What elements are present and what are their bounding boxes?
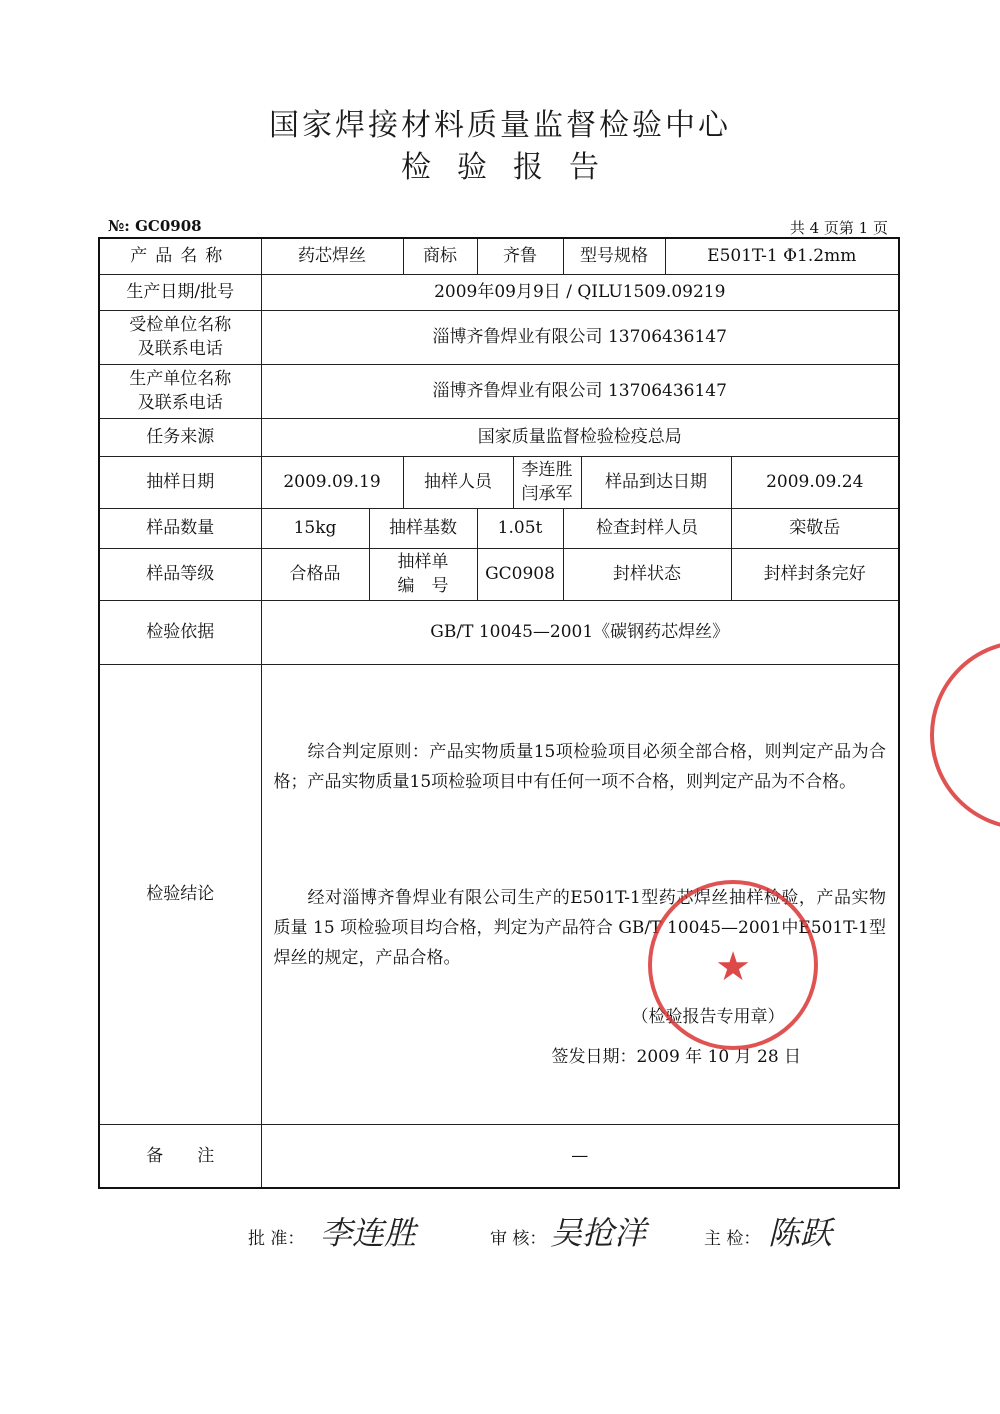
- producer-label: [99, 364, 261, 418]
- approve-handwritten-signature: 李连胜: [320, 1214, 417, 1252]
- chief-label: 主 检：: [704, 1229, 761, 1249]
- inspected-unit-label-line1: 受检单位名称: [129, 315, 232, 335]
- quantity-label: 样品数量: [99, 508, 261, 548]
- issue-date: 签发日期：2009 年 10 月 28 日: [551, 1046, 802, 1067]
- sampling-date-label: 抽样日期: [99, 456, 261, 508]
- edge-seal-stamp: [930, 640, 1000, 830]
- model-label: 型号规格: [563, 238, 665, 274]
- sampler-label: 抽样人员: [403, 456, 513, 508]
- inspected-unit-label-line2: 及联系电话: [137, 339, 223, 359]
- remarks-label: 备 注: [99, 1124, 261, 1188]
- prod-date-label: 生产日期/批号: [99, 274, 261, 310]
- trademark-label: 商标: [403, 238, 477, 274]
- sampling-date-value: 2009.09.19: [261, 456, 403, 508]
- report-number: [108, 217, 202, 235]
- review-signature: [490, 1214, 647, 1252]
- sample-no-label: [369, 548, 477, 600]
- report-table: [98, 237, 900, 1189]
- prod-date-value: 2009年09月9日 / QILU1509.09219: [261, 274, 899, 310]
- product-name-label: 产品名称: [99, 238, 261, 274]
- review-label: 审 核：: [490, 1229, 547, 1249]
- basis-label: 检验依据: [99, 600, 261, 664]
- report-number-value: GC0908: [135, 217, 202, 235]
- base-value: 1.05t: [477, 508, 563, 548]
- sealer-label: 检查封样人员: [563, 508, 731, 548]
- sampler-value: [513, 456, 581, 508]
- grade-label: 样品等级: [99, 548, 261, 600]
- document-subtitle: 检验报告: [401, 150, 625, 185]
- producer-label-line1: 生产单位名称: [129, 369, 232, 389]
- basis-value: GB/T 10045—2001《碳钢药芯焊丝》: [261, 600, 899, 664]
- inspected-unit-label: [99, 310, 261, 364]
- model-value: E501T-1 Φ1.2mm: [665, 238, 899, 274]
- producer-value: 淄博齐鲁焊业有限公司 13706436147: [261, 364, 899, 418]
- inspection-seal-stamp: [648, 880, 818, 1050]
- sampler-name-2: 闫承军: [521, 484, 573, 504]
- conclusion-result: 经对淄博齐鲁焊业有限公司生产的E501T-1型药芯焊丝抽样检验，产品实物质量 15 项检验项目均合格，判定为产品符合 GB/T 10045—2001中E501T-1型焊丝的规定，产品合格。: [273, 887, 886, 968]
- approve-label: 批 准：: [248, 1229, 305, 1249]
- sealer-value: 栾敬岳: [731, 508, 899, 548]
- base-label: 抽样基数: [369, 508, 477, 548]
- sample-no-label-line1: 抽样单: [397, 552, 449, 572]
- trademark-value: 齐鲁: [477, 238, 563, 274]
- inspected-unit-value: 淄博齐鲁焊业有限公司 13706436147: [261, 310, 899, 364]
- task-source-value: 国家质量监督检验检疫总局: [261, 418, 899, 456]
- seal-state-value: 封样封条完好: [731, 548, 899, 600]
- product-name-value: 药芯焊丝: [261, 238, 403, 274]
- approve-signature: [248, 1214, 417, 1252]
- quantity-value: 15kg: [261, 508, 369, 548]
- chief-signature: [704, 1214, 833, 1252]
- sampler-name-1: 李连胜: [521, 460, 573, 480]
- document-title: 国家焊接材料质量监督检验中心: [269, 108, 731, 143]
- task-source-label: 任务来源: [99, 418, 261, 456]
- review-handwritten-signature: 吴抢洋: [550, 1214, 647, 1252]
- report-number-label: №:: [108, 217, 130, 235]
- producer-label-line2: 及联系电话: [137, 393, 223, 413]
- arrival-date-value: 2009.09.24: [731, 456, 899, 508]
- arrival-date-label: 样品到达日期: [581, 456, 731, 508]
- conclusion-cell: [261, 664, 899, 1124]
- conclusion-principle: 综合判定原则：产品实物质量15项检验项目必须全部合格，则判定产品为合格；产品实物质量15项检验项目中有任何一项不合格，则判定产品为不合格。: [273, 741, 886, 792]
- conclusion-label: 检验结论: [99, 664, 261, 1124]
- remarks-value: —: [261, 1124, 899, 1188]
- seal-note: （检验报告专用章）: [631, 1006, 785, 1027]
- seal-star-icon: ★: [715, 944, 751, 990]
- sample-no-label-line2: 编 号: [397, 576, 449, 596]
- chief-handwritten-signature: 陈跃: [768, 1214, 833, 1252]
- seal-state-label: 封样状态: [563, 548, 731, 600]
- sample-no-value: GC0908: [477, 548, 563, 600]
- page-info: 共 4 页第 1 页: [789, 219, 888, 237]
- grade-value: 合格品: [261, 548, 369, 600]
